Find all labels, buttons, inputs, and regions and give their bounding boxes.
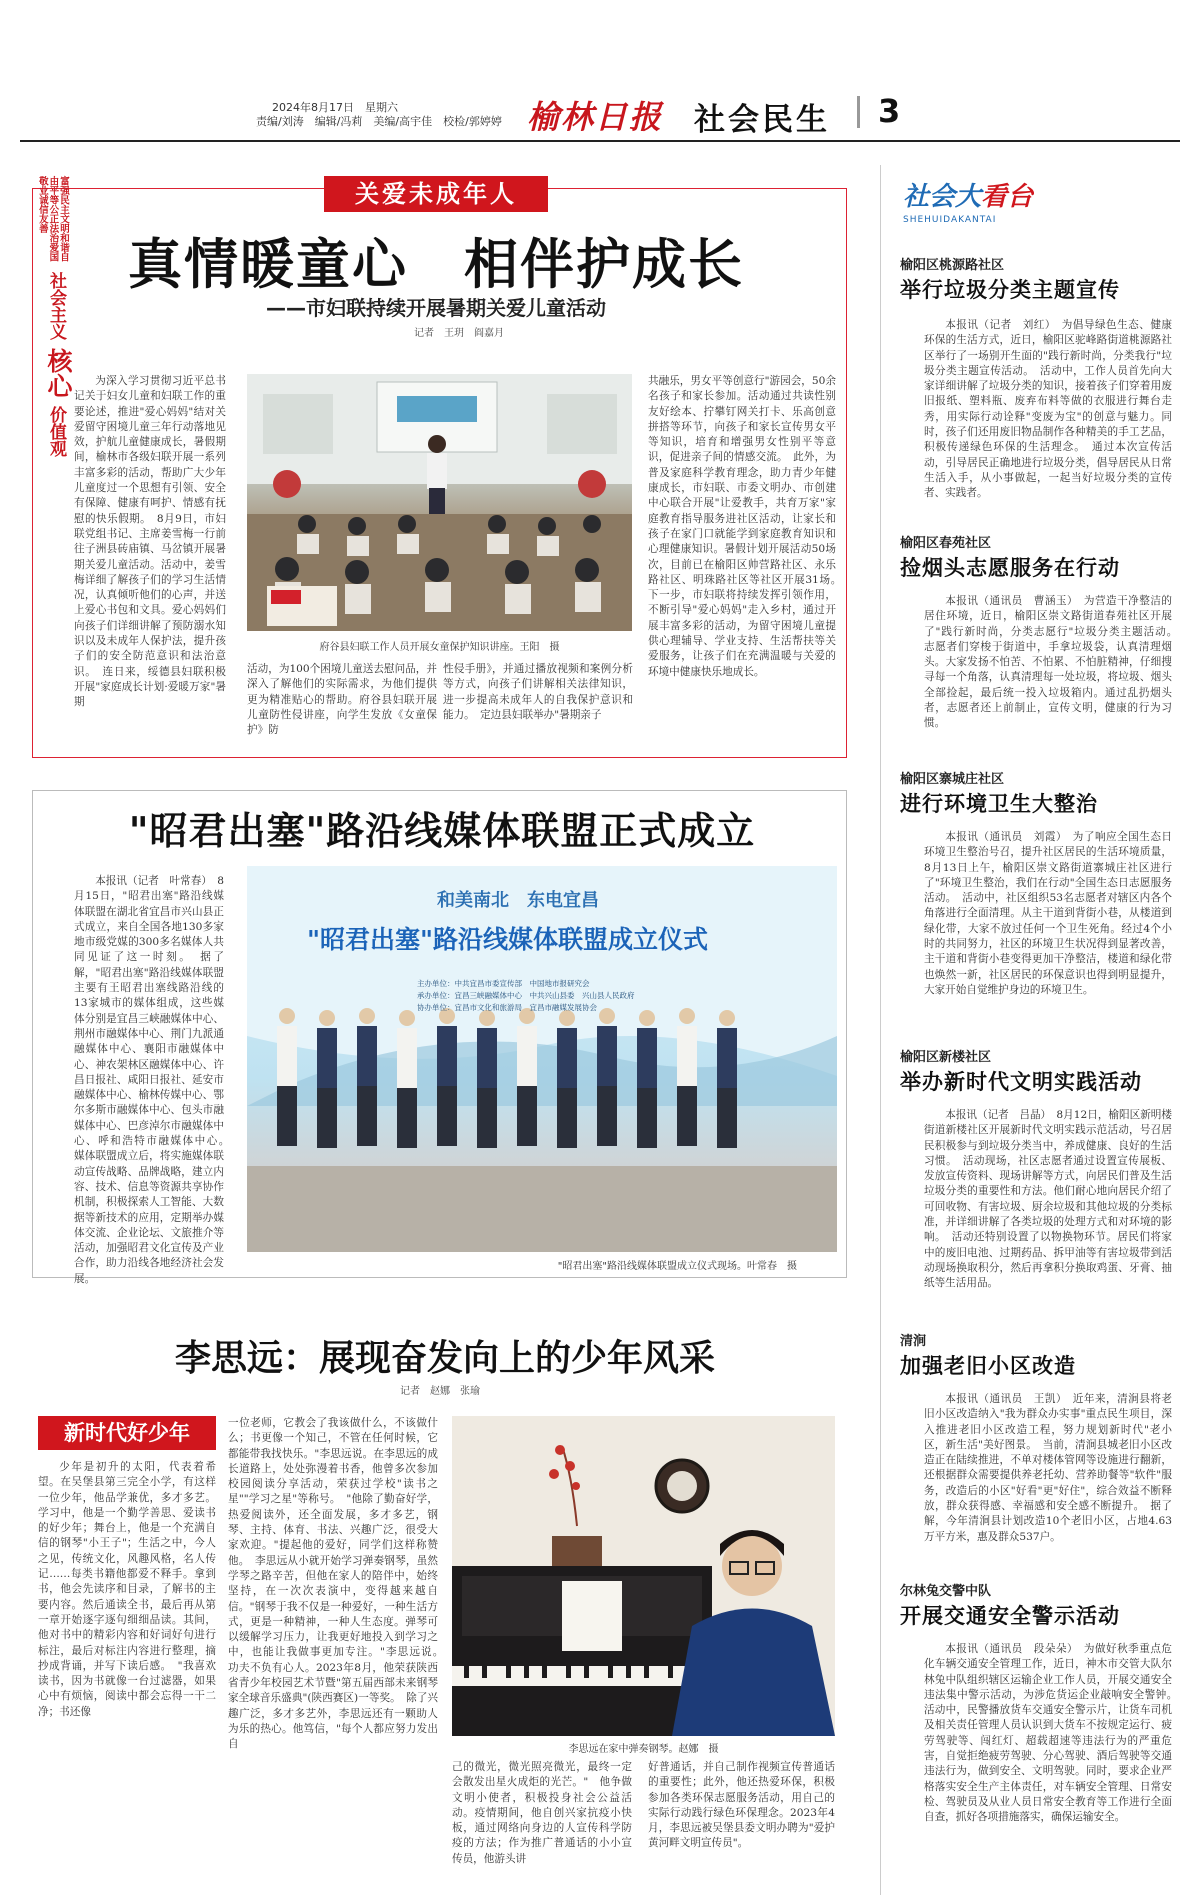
article1-byline: 记者 王玥 阎嘉月 <box>414 328 504 339</box>
sidebar-item-place: 榆阳区新楼社区 <box>900 1050 992 1065</box>
sidebar-item-body: 本报讯（通讯员 王凯） 近年来，清涧县将老旧小区改造纳入"我为群众办实事"重点民生项目，深入推进老旧小区改造工程，努力规划新时代"老小区，新生活"美好图景。 当前，清涧县城老旧小区改造正在陆续推进，不单对楼体管网等设施进行翻新，还根据群众需要提供养老托幼、营养助餐等"软件"服务，改造后的小区"好看"更"好住"，综合效益不断释放，群众获得感、幸福感和安全感不断提升。 据了解，今年清涧县计划改造10个老旧小区，占地4.63万平方米，惠及群众537户。 <box>924 1393 1172 1543</box>
sidebar-item-title: 进行环境卫生大整治 <box>900 791 1098 816</box>
article1-title: 真情暖童心 相伴护成长 <box>128 233 744 296</box>
core-values-big: 核心 <box>44 348 73 398</box>
header-editors: 责编/刘涛 编辑/冯莉 美编/高宇佳 校检/郭婷婷 <box>256 115 502 128</box>
sidebar-item-title: 举行垃圾分类主题宣传 <box>900 277 1120 302</box>
article1-column-3b: 性侵手册》，并通过播放视频和案例分析等方式，向孩子们讲解相关法律知识，进一步提高未成年人的自我保护意识和能力。 定边县妇联举办"暑期亲子 <box>443 663 633 721</box>
article1-photo <box>247 374 632 631</box>
article2-photo-caption: "昭君出塞"路沿线媒体联盟成立仪式现场。叶常春 摄 <box>557 1261 797 1272</box>
banner-title: "昭君出塞"路沿线媒体联盟成立仪式 <box>307 925 709 954</box>
article1-photo-caption: 府谷县妇联工作人员开展女童保护知识讲座。王阳 摄 <box>319 642 560 653</box>
section-divider <box>857 96 860 128</box>
core-values-label: 社会主义 <box>46 272 66 340</box>
piano-boy-illustration <box>452 1416 835 1736</box>
sidebar-item-body: 本报讯（通讯员 曹涵玉） 为营造干净整洁的居住环境，近日，榆阳区崇文路街道春苑社区开展了"践行新时尚，分类志愿行"垃圾分类主题活动。 志愿者们穿梭于街道中，手拿垃圾袋，认真清理烟头。大家发扬不怕苦、不怕累、不怕脏精神，仔细搜寻每一个角落，认真清理每一处垃圾，将垃圾、烟头全部捡起，最后统一投入垃圾箱内。通过乱扔烟头者，志愿者还上前制止，宣传文明，健康的行为习惯。 <box>924 595 1183 730</box>
sidebar-item-body: 本报讯（通讯员 段朵朵） 为做好秋季重点危化车辆交通安全管理工作，近日，神木市交管大队尔林兔中队组织辖区运输企业工作人员，开展交通安全违法集中警示活动，为涉危货运企业敲响安全警钟。 活动中，民警播放货车交通安全警示片，让货车司机及相关责任管理人员认识到大货车不按规定运行、疲劳驾驶等、闯红灯、超载超速等违法行为的严重危害，自觉拒绝疲劳驾驶、分心驾驶、酒后驾驶等交通违法行为，做到安全、文明驾驶。同时，要求企业严格落实安全生产主体责任，对车辆安全管理、日常安检、驾驶员及从业人员日常安全教育等工作进行全面自查，抓好各项措施落实，确保运输安全。 <box>924 1643 1183 1824</box>
sidebar-item-place: 榆阳区桃源路社区 <box>900 258 1005 273</box>
sidebar-item-title: 开展交通安全警示活动 <box>900 1603 1120 1628</box>
sidebar-item-body: 本报讯（通讯员 刘霞） 为了响应全国生态日环境卫生整治号召，提升社区居民的生活环境质量，8月13日上午，榆阳区崇文路街道寨城庄社区进行了"环境卫生整治，我们在行动"全国生态日志愿服务活动。 活动中，社区组织53名志愿者对辖区内各个角落进行全面清理。从主干道到背街小巷，从楼道到绿化带，大家不放过任何一个卫生死角。经过4个小时的共同努力，社区的环境卫生状况得到显著改善，主干道和背街小巷变得更加干净整洁，楼道和绿化带也焕然一新，社区居民的环保意识也得到明显提升，大家开始自觉维护身边的环境卫生。 <box>924 831 1172 996</box>
article1-column-2b: 活动，为100个困境儿童送去慰问品，并深入了解他们的实际需求，为他们提供更为精准贴心的帮助。府谷县妇联开展儿童防性侵讲座，向学生发放《女童保护》防 <box>247 663 437 737</box>
header-date: 2024年8月17日 星期六 <box>272 101 398 114</box>
article1-column-1: 为深入学习贯彻习近平总书记关于妇女儿童和妇联工作的重要论述，推进"爱心妈妈"结对关爱留守困境儿童三年行动落地见效，护航儿童健康成长，暑假期间，榆林市各级妇联开展一系列丰富多彩的活动，帮助广大少年儿童度过一个思想有引领、安全有保障、健康有呵护、情感有抚慰的快乐假期。 8月9日，市妇联党组书记、主席姜雪梅一行前往子洲县砖庙镇、马岔镇开展暑期关爱儿童活动。活动中，姜雪梅详细了解孩子们的学习生活情况，认真倾听他们的心声，并送上爱心书包和文具。爱心妈妈们向孩子们详细讲解了预防溺水知识以及未成年人保护法，提升孩子们的安全防范意识和法治意识。 连日来，绥德县妇联积极开展"家庭成长计划·爱暖万家"暑期 <box>74 375 226 709</box>
sidebar-item-place: 尔林兔交警中队 <box>900 1584 992 1599</box>
article3-column-1: 少年是初升的太阳，代表着希望。在吴堡县第三完全小学，有这样一位少年，他品学兼优，多才多艺。学习中，他是一个勤学善思、爱读书的好少年；舞台上，他是一个充满自信的钢琴"小王子"；生活之中，今人之见，传统文化，风趣风格，名人传记……每类书籍他都爱不释手。拿到书，他会先读序和目录，了解书的主要内容。然后通读全书，最后再从第一章开始逐字逐句细细品读。其间，他对书中的精彩内容和好词好句进行标注，最后对标注内容进行整理，摘抄成背诵，并写下读后感。 "我喜欢读书，因为书就像一台过滤器，如果心中有烦恼，阅读中都会忘得一干二净；书还像 <box>38 1461 216 1718</box>
classroom-lecture-illustration <box>247 374 632 631</box>
article3-title: 李思远：展现奋发向上的少年风采 <box>174 1337 715 1379</box>
sidebar-item-title: 加强老旧小区改造 <box>900 1353 1076 1378</box>
page-number: 3 <box>878 92 901 130</box>
header-rule <box>20 140 1180 142</box>
core-values-words: 富强民主文明和谐自由平等公正法治爱国敬业诚信友善 <box>36 176 69 262</box>
article3-column-3: 己的微光，微光照亮微光，最终一定会散发出星火成炬的光芒。" 他争做文明小使者，积极投身社会公益活动。疫情期间，他自创兴家抗疫小快板，通过网络向身边的人宣传科学防疫的方法；作为推广普通话的小小宣传员，他游头讲 <box>452 1761 632 1865</box>
sidebar-item-place: 榆阳区寨城庄社区 <box>900 772 1005 787</box>
ceremony-stage-illustration <box>247 866 837 1252</box>
banner-small: 和美南北 东电宜昌 <box>437 890 599 911</box>
sidebar-divider <box>880 165 881 1895</box>
banner-sponsors: 主办单位：中共宜昌市委宣传部 中国地市报研究会 承办单位：宜昌三峡融媒体中心 中共兴山县委 兴山县人民政府 协办单位：宜昌市文化和旅游局 宜昌市融媒发展协会 <box>417 979 635 1012</box>
article3-column-4: 好普通话，并自己制作视频宣传普通话的重要性；此外，他还热爱环保，积极参加各类环保志愿服务活动，用自己的实际行动践行绿色环保理念。2023年4月，李思远被吴堡县委文明办聘为"爱护黄河畔文明宣传员"。 <box>648 1761 835 1850</box>
sidebar-logo-pinyin: SHEHUIDAKANTAI <box>903 215 997 225</box>
sidebar-item-body: 本报讯（记者 吕晶） 8月12日，榆阳区新明楼街道新楼社区开展新时代文明实践示范活动，号召居民积极参与到垃圾分类当中，养成健康、良好的生活习惯。 活动现场，社区志愿者通过设置宣传展板、发放宣传资料、现场讲解等方式，向居民们普及生活垃圾分类的重要性和方法。他们耐心地向居民介绍了可回收物、有害垃圾、厨余垃圾和其他垃圾的分类标准，并详细讲解了各类垃圾的处理方式和对环境的影响。 活动还特别设置了以物换物环节。居民们将家中的废旧电池、过期药品、拆甲油等有害垃圾带到活动现场换取积分，然后再拿积分换取鸡蛋、牙膏、抽纸等生活用品。 <box>924 1109 1172 1290</box>
article1-kicker: 关爱未成年人 <box>324 176 548 212</box>
article1-column-4: 共融乐，男女平等创意行"游园会，50余名孩子和家长参加。活动通过共读性别友好绘本、拧攀钉网关打卡、乐高创意拼搭等环节，向孩子和家长宣传男女平等知识，培育和增强男女性别平等意识，促进亲子间的情感交流。 此外，为普及家庭科学教育理念，助力青少年健康成长，市妇联、市委文明办、市创建中心联合开展"让爱教手，共育万家"家庭教育指导服务进社区活动，让家长和孩子在家门口就能学到家庭教育知识和心理健康知识。暑假计划开展活动50场次，目前已在榆阳区帅营路社区、永乐路社区、明珠路社区等社区开展31场。 下一步，市妇联将持续发挥引领作用，不断引导"爱心妈妈"走入乡村，通过开展丰富多彩的活动，为留守困境儿童提供心理辅导、学业支持、生活帮扶等关爱服务，让孩子们在充满温暖与关爱的环境中健康快乐地成长。 <box>648 375 847 678</box>
sidebar-item-body: 本报讯（记者 刘红） 为倡导绿色生态、健康环保的生活方式，近日，榆阳区驼峰路街道桃源路社区举行了一场别开生面的"践行新时尚，分类我行"垃圾分类主题宣传活动。 活动中，工作人员首先向大家详细讲解了垃圾分类的知识，接着孩子们穿着用废旧报纸、塑料瓶、废弃布料等做的衣服进行舞台走秀，用实际行动诠释"变废为宝"的创意与魅力。同时，孩子们还用废旧物品制作各种精美的手工艺品，积极传递绿色环保的生活理念。 通过本次宣传活动，引导居民正确地进行垃圾分类，倡导居民从日常生活入手，从小事做起，一起当好垃圾分类的宣传者、实践者。 <box>924 319 1172 500</box>
article3-byline: 记者 赵娜 张瑜 <box>400 1386 480 1397</box>
core-values-tail: 价值观 <box>46 406 66 457</box>
core-values-block <box>36 176 73 466</box>
article3-photo-caption: 李思远在家中弹奏钢琴。赵娜 摄 <box>568 1744 719 1755</box>
article1-subtitle: ——市妇联持续开展暑期关爱儿童活动 <box>266 296 606 320</box>
article2-photo <box>247 866 837 1252</box>
sidebar-item-title: 举办新时代文明实践活动 <box>900 1069 1142 1094</box>
sidebar-item-title: 捡烟头志愿服务在行动 <box>900 555 1120 580</box>
sidebar-logo-a: 社会大 <box>903 182 982 212</box>
newspaper-logo: 榆林日报 <box>527 98 664 136</box>
sidebar-item-place: 清涧 <box>900 1334 927 1349</box>
article3-column-2: 一位老师，它教会了我该做什么，不该做什么；书更像一个知己，不管在任何时候，它都能带我找快乐。"李思远说。在李思远的成长道路上，处处弥漫着书香，他曾多次参加校园阅读分享活动，荣获过学校"读书之星""学习之星"等称号。 "他除了勤奋好学，热爱阅读外，还全面发展，多才多艺，钢琴、主持、体育、书法、兴趣广泛，很受大家欢迎。"提起他的爱好，同学们这样称赞他。 李思远从小就开始学习弹奏钢琴，虽然学琴之路辛苦，但他在家人的陪伴中，始终坚持，在一次次表演中，变得越来越自信。"钢琴于我不仅是一种爱好，一种生活方式，更是一种精神，一种人生态度。弹琴可以缓解学习压力，让我更好地投入到学习之中，也能让我做事更加专注。"李思远说。 功夫不负有心人。2023年8月，他荣获陕西省青少年校园艺术节暨"第五届西部未来钢琴家全球音乐盛典"(陕西赛区)一等奖。 除了兴趣广泛，多才多艺外，李思远还有一颗助人为乐的热心。他笃信，"每个人都应努力发出自 <box>228 1417 449 1751</box>
article3-photo <box>452 1416 835 1736</box>
article2-title: "昭君出塞"路沿线媒体联盟正式成立 <box>128 808 756 853</box>
article2-body: 本报讯（记者 叶常春） 8月15日，"昭君出塞"路沿线媒体联盟在湖北省宜昌市兴山县正式成立，来自全国各地130多家地市级党媒的300多名媒体人共同见证了这一时刻。 据了解，"昭君出塞"路沿线媒体联盟主要有王昭君出塞线路沿线的13家城市的媒体组成，这些媒体分别是宜昌三峡融媒体中心、荆州市融媒体中心、荆门九派通融媒体中心、襄阳市融媒体中心、神农架林区融媒体中心、许昌日报社、咸阳日报社、延安市融媒体中心、榆林传媒中心、鄂尔多斯市融媒体中心、包头市融媒体中心、巴彦淖尔市融媒体中心、呼和浩特市融媒体中心。 媒体联盟成立后，将实施媒体联动宣传战略、品牌战略，建立内容、技术、信息等资源共享协作机制，积极探索人工智能、大数据等新技术的应用，定期举办媒体交流、企业论坛、文旅推介等活动，加强昭君文化宣传及产业合作，助力沿线各地经济社会发展。 <box>74 875 235 1285</box>
sidebar-item-place: 榆阳区春苑社区 <box>900 536 992 551</box>
sidebar-logo <box>903 176 1093 232</box>
sidebar-logo-b: 看台 <box>981 182 1034 212</box>
article3-badge: 新时代好少年 <box>38 1416 216 1450</box>
section-name: 社会民生 <box>694 102 830 138</box>
